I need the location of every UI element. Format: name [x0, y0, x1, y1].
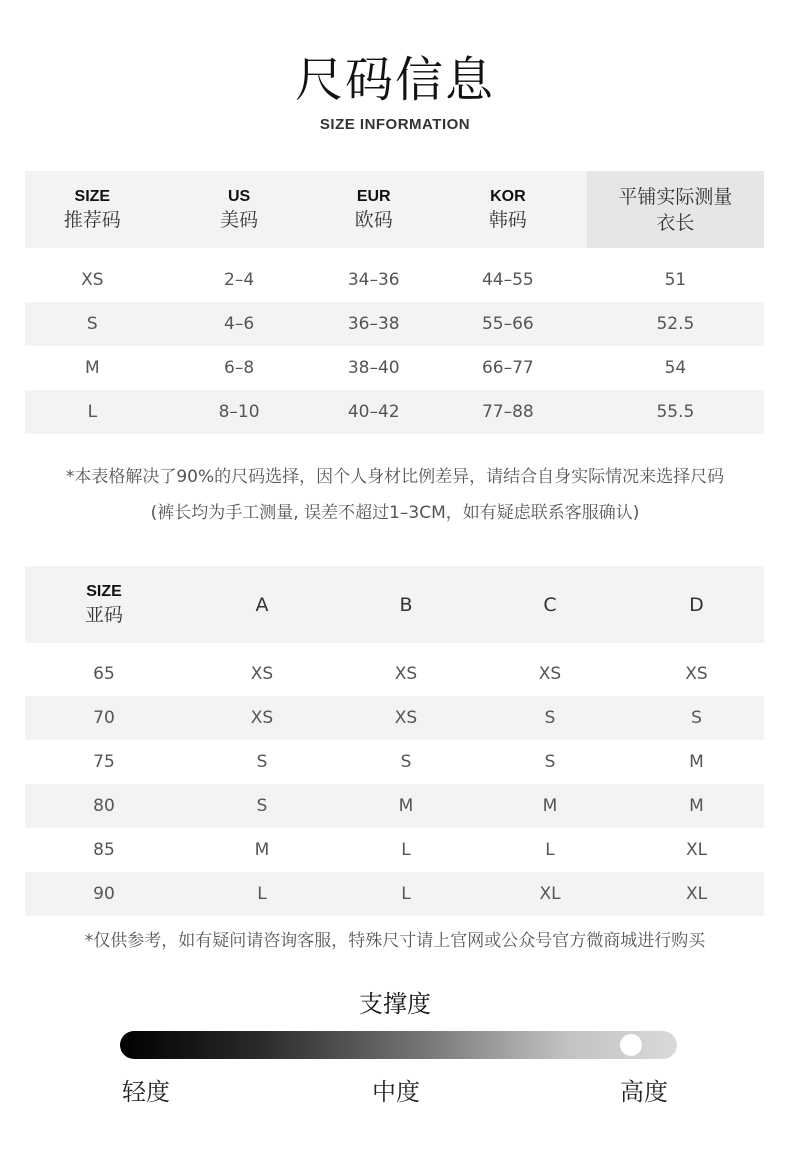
header-b-label: B: [399, 593, 413, 616]
cell: M: [341, 784, 471, 828]
cell: 8–10: [160, 390, 319, 434]
cell: 90: [25, 872, 183, 916]
header-length-line2: 衣长: [656, 211, 695, 234]
asia-size-table: [25, 566, 764, 916]
cell: 70: [25, 696, 183, 740]
cell: 34–36: [347, 270, 400, 290]
cell: S: [471, 696, 629, 740]
header-size: [25, 171, 160, 248]
table-row: [25, 652, 764, 696]
header-length-line1: 平铺实际测量: [618, 185, 733, 208]
header-d-label: D: [689, 593, 704, 616]
header-us: [160, 171, 319, 248]
cell: XS: [250, 664, 274, 684]
size-table: [25, 171, 764, 434]
cell: 75: [93, 752, 115, 772]
header-eur-cn: 欧码: [354, 208, 393, 231]
cell: 51: [664, 270, 687, 290]
header-c-label: C: [543, 593, 557, 616]
support-title: 支撑度: [359, 990, 431, 1018]
measure-note: (裤长均为手工测量, 误差不超过1–3CM，如有疑虑联系客服确认): [150, 503, 640, 523]
cell: XS: [538, 664, 562, 684]
cell: L: [341, 872, 471, 916]
size-table-header: [25, 171, 764, 248]
cell: 36–38: [319, 302, 429, 346]
page-title: 尺码信息: [294, 52, 495, 108]
cell: M: [689, 752, 704, 772]
table-row: [25, 828, 764, 872]
cell: XS: [685, 664, 708, 684]
header-asia-size-en: SIZE: [86, 582, 122, 600]
cell: L: [183, 872, 341, 916]
cell: XL: [685, 840, 708, 860]
table-row: [25, 784, 764, 828]
cell: 38–40: [347, 358, 400, 378]
size-note: *本表格解决了90%的尺码选择，因个人身材比例差异，请结合自身实际情况来选择尺码: [65, 467, 725, 487]
cell: L: [545, 840, 555, 860]
header-kor-cn: 韩码: [488, 208, 527, 231]
table-row: [25, 390, 764, 434]
table-row: [25, 696, 764, 740]
header-col-c: [471, 566, 629, 643]
cell: 66–77: [481, 358, 534, 378]
cell: XL: [471, 872, 629, 916]
header-col-b: [341, 566, 471, 643]
header-size-en: SIZE: [74, 187, 111, 205]
cell: 2–4: [224, 270, 255, 290]
cell: XL: [629, 872, 764, 916]
cell: 52.5: [587, 302, 764, 346]
cell: 4–6: [160, 302, 319, 346]
header-eur-en: EUR: [356, 187, 391, 205]
header-a-label: A: [255, 593, 269, 616]
cell: 40–42: [319, 390, 429, 434]
support-level-bar: [120, 1031, 677, 1059]
level-high-label: 高度: [620, 1078, 668, 1106]
table-row: [25, 872, 764, 916]
cell: 6–8: [224, 358, 255, 378]
reference-note: *仅供参考，如有疑问请咨询客服，特殊尺寸请上官网或公众号官方微商城进行购买: [84, 931, 706, 951]
cell: XS: [341, 696, 471, 740]
header-kor: [429, 171, 587, 248]
level-light-label: 轻度: [122, 1078, 170, 1106]
cell: M: [629, 784, 764, 828]
table-row: [25, 346, 764, 390]
cell: S: [544, 752, 556, 772]
header-col-a: [183, 566, 341, 643]
header-asia-size: [25, 566, 183, 643]
asia-table-header: [25, 566, 764, 643]
cell: 80: [25, 784, 183, 828]
header-us-en: US: [227, 187, 251, 205]
cell: M: [471, 784, 629, 828]
page-subtitle: SIZE INFORMATION: [319, 116, 471, 133]
table-row: [25, 302, 764, 346]
cell: S: [183, 784, 341, 828]
header-size-cn: 推荐码: [63, 208, 121, 231]
cell: 54: [664, 358, 687, 378]
header-kor-en: KOR: [490, 187, 526, 205]
cell: XS: [183, 696, 341, 740]
cell: 65: [93, 664, 115, 684]
cell: M: [84, 358, 100, 378]
cell: 85: [93, 840, 115, 860]
header-col-d: [629, 566, 764, 643]
header-us-cn: 美码: [220, 208, 259, 231]
header-length: [587, 171, 764, 248]
cell: L: [401, 840, 411, 860]
cell: S: [25, 302, 160, 346]
header-eur: [319, 171, 429, 248]
level-medium-label: 中度: [372, 1078, 420, 1106]
cell: XS: [394, 664, 418, 684]
cell: 77–88: [429, 390, 587, 434]
table-row: [25, 258, 764, 302]
cell: M: [254, 840, 270, 860]
header-asia-size-cn: 亚码: [84, 603, 123, 626]
cell: S: [256, 752, 268, 772]
cell: S: [400, 752, 412, 772]
cell: 55–66: [429, 302, 587, 346]
cell: L: [25, 390, 160, 434]
cell: 55.5: [587, 390, 764, 434]
cell: XS: [81, 270, 104, 290]
cell: 44–55: [481, 270, 534, 290]
cell: S: [629, 696, 764, 740]
table-row: [25, 740, 764, 784]
support-level-indicator: [619, 1033, 643, 1057]
